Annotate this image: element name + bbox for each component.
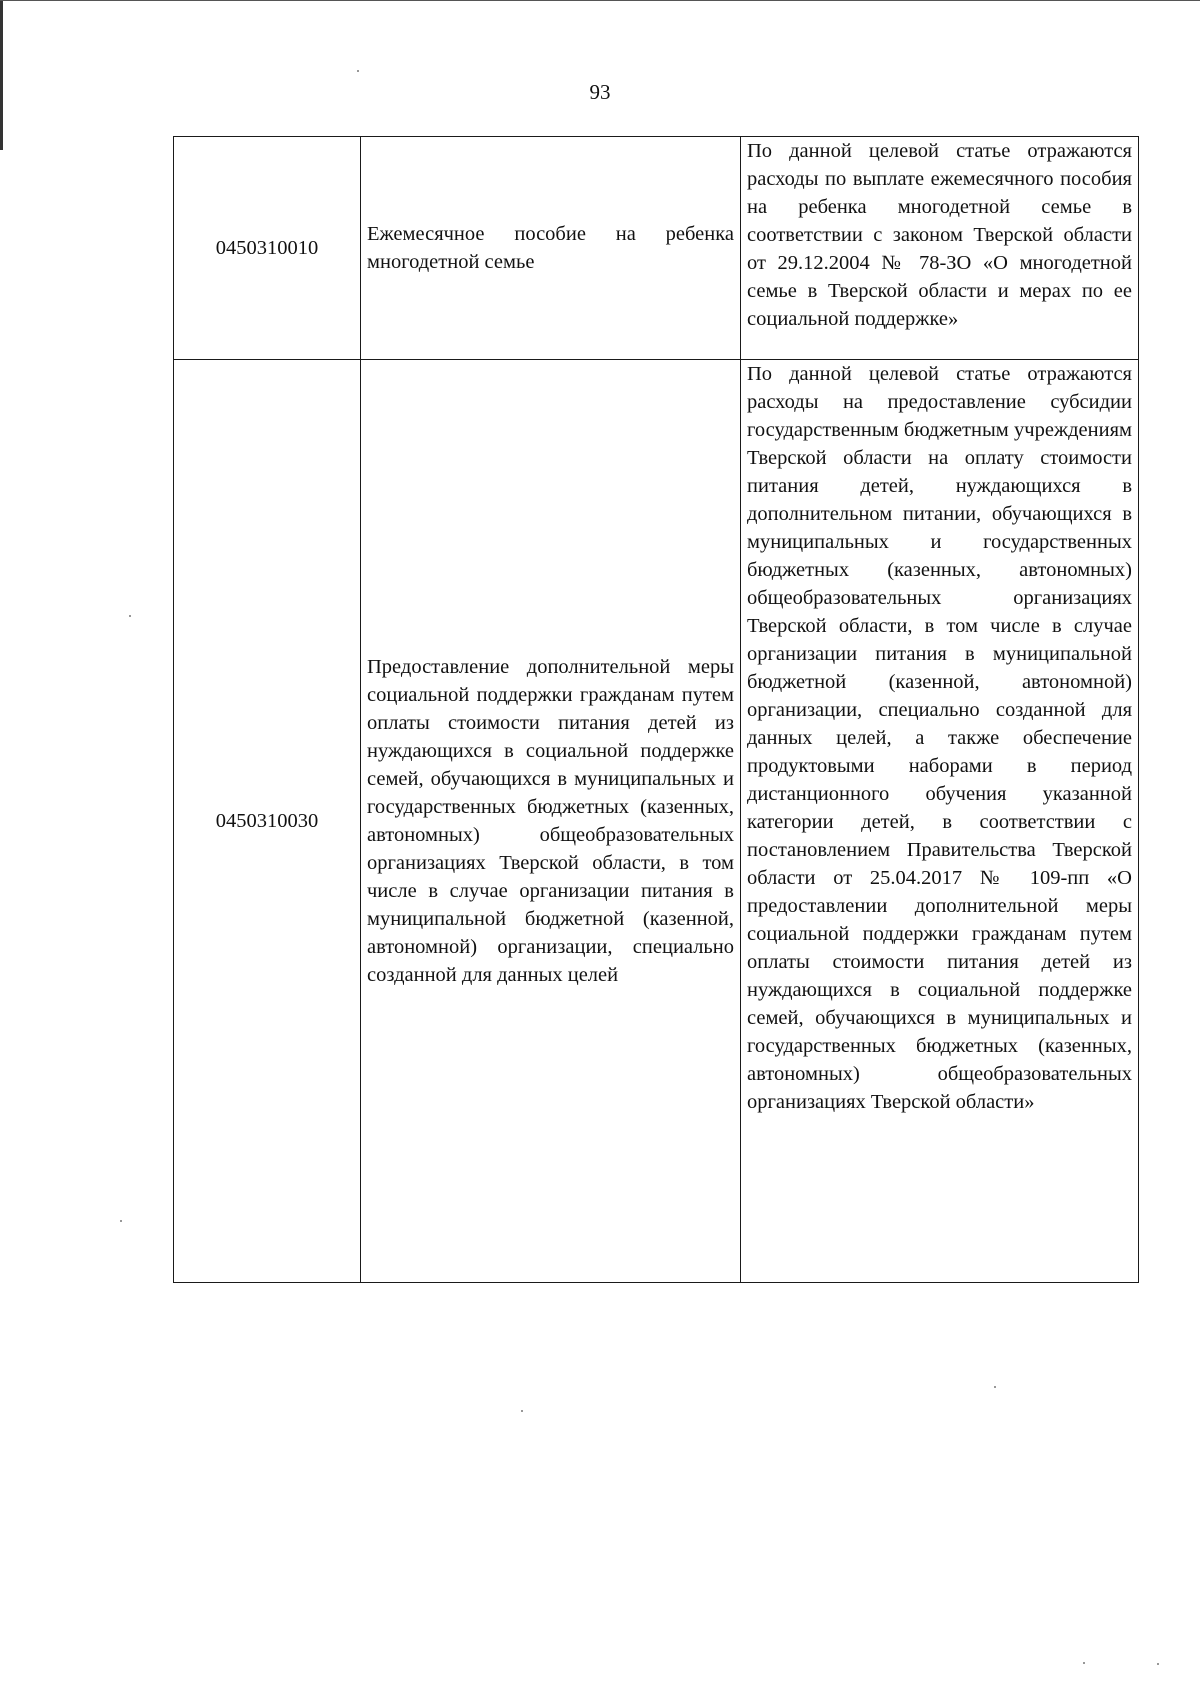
budget-article-table — [173, 136, 1139, 1283]
table-row — [174, 137, 1139, 360]
scan-speck — [1083, 1662, 1085, 1664]
scan-speck — [357, 70, 359, 72]
scan-speck — [1157, 1663, 1159, 1665]
scan-edge-mark — [0, 0, 3, 150]
scan-top-edge — [0, 0, 1200, 1]
article-name: Предоставление дополнительной меры социальной поддержки гражданам путем оплаты стоимости питания детей из нуждающихся в социальной поддержке семей, обучающихся в муниципальных и государственных бюджетных (казенных, автономных) общеобразовательных организациях Тверской области, в том числе в случае организации питания в муниципальной бюджетной (казенной, автономной) организации, специально созданной для данных целей — [361, 360, 741, 1283]
article-name: Ежемесячное пособие на ребенка многодетной семье — [361, 137, 741, 360]
article-code: 0450310010 — [174, 137, 361, 360]
article-description: По данной целевой статье отражаются расходы по выплате ежемесячного пособия на ребенка многодетной семье в соответствии с законом Тверской области от 29.12.2004 № 78-ЗО «О многодетной семье в Тверской области и мерах по ее социальной поддержке» — [741, 137, 1139, 360]
scan-speck — [521, 1410, 523, 1412]
scan-speck — [994, 1386, 996, 1388]
article-code: 0450310030 — [174, 360, 361, 1283]
scan-speck — [129, 615, 131, 617]
scan-speck — [120, 1220, 122, 1222]
table-row — [174, 360, 1139, 1283]
page-number: 93 — [589, 80, 611, 104]
article-description: По данной целевой статье отражаются расходы на предоставление субсидии государственным бюджетным учреждениям Тверской области на оплату стоимости питания детей, нуждающихся в дополнительном питании, обучающихся в муниципальных и государственных бюджетных (казенных, автономных) общеобразовательных организациях Тверской области, в том числе в случае организации питания в муниципальной бюджетной (казенной, автономной) организации, специально созданной для данных целей, а также обеспечение продуктовыми наборами в период дистанционного обучения указанной категории детей, в соответствии с постановлением Правительства Тверской области от 25.04.2017 № 109-пп «О предоставлении дополнительной меры социальной поддержки гражданам путем оплаты стоимости питания детей из нуждающихся в социальной поддержке семей, обучающихся в муниципальных и государственных бюджетных (казенных, автономных) общеобразовательных организациях Тверской области» — [741, 360, 1139, 1283]
